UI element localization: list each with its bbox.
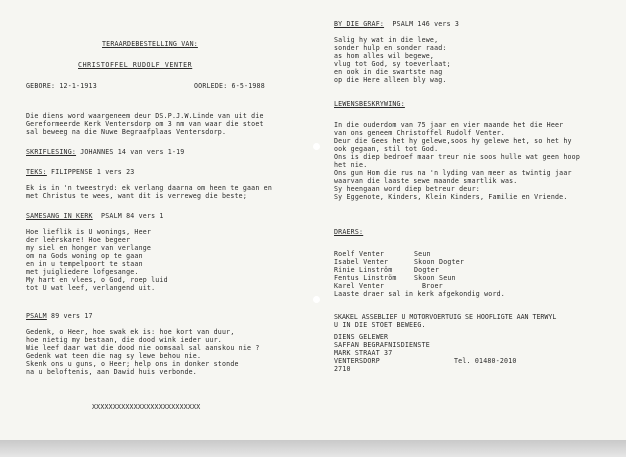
- biography-line: Deur die Gees het hy gelewe,soos hy gelewe het, so het hy: [334, 137, 572, 145]
- verse-line: Skenk ons u guns, o Heer; help ons in donker stonde: [26, 360, 239, 368]
- biography-line: van ons geneem Christoffel Rudolf Venter.: [334, 129, 505, 137]
- grave-heading: [334, 20, 459, 28]
- song-ref: 89 vers 17: [46, 312, 93, 320]
- verse-line: sonder hulp en sonder raad:: [334, 44, 447, 52]
- grave-ref: PSALM 146 vers 3: [384, 20, 460, 28]
- deceased-name: CHRISTOFFEL RUDOLF VENTER: [78, 61, 193, 69]
- birth-date: GEBORE: 12-1-1913: [26, 82, 97, 90]
- verse-line: as hom alles wil begewe,: [334, 52, 435, 60]
- bearer-relation: Skoon Dogter: [414, 258, 465, 266]
- service-line: sal beweeg na die Nuwe Begraafplaas Ventersdorp.: [26, 128, 227, 136]
- sermon-text: [26, 168, 134, 176]
- biography-line: In die ouderdom van 75 jaar en vier maande het die Heer: [334, 121, 564, 129]
- verse-line: der leërskare! Hoe begeer: [26, 236, 131, 244]
- bearer-name: Roelf Venter: [334, 250, 385, 258]
- verse-line: hoe nietig my bestaan, die dood wink ieder uur.: [26, 336, 222, 344]
- text-line: Ek is in 'n tweestryd: ek verlang daarna om heen te gaan en: [26, 184, 273, 192]
- service-line: Die diens word waargeneem deur DS.P.J.W.Linde van uit die: [26, 112, 264, 120]
- bearers-heading: DRAERS:: [334, 228, 364, 236]
- grave-label: BY DIE GRAF:: [334, 20, 385, 28]
- right-page: [318, 0, 624, 440]
- verse-line: met juigliedere lofgesange.: [26, 268, 139, 276]
- headlights-notice: U IN DIE STOET BEWEEG.: [334, 321, 426, 329]
- verse-line: Salig hy wat in die lewe,: [334, 36, 439, 44]
- bearer-name: Karel Venter: [334, 282, 385, 290]
- last-bearer-note: Laaste draer sal in kerk afgekondig word.: [334, 290, 505, 298]
- undertaker-line: VENTERSDORP: [334, 357, 380, 365]
- undertaker-line: MARK STRAAT 37: [334, 349, 393, 357]
- scripture-reading: [26, 148, 184, 156]
- biography-line: ook gegaan, stil tot God.: [334, 145, 439, 153]
- text-line: met Christus te wees, want dit is verreweg die beste;: [26, 192, 247, 200]
- biography-line: het nie.: [334, 161, 368, 169]
- text-ref: FILIPPENSE 1 vers 23: [46, 168, 135, 176]
- death-date: OORLEDE: 6-5-1988: [194, 82, 265, 90]
- bearer-name: Rinie Linström: [334, 266, 393, 274]
- verse-line: tot U wat leef, verlangend uit.: [26, 284, 156, 292]
- undertaker-line: DIENS GELEWER: [334, 333, 389, 341]
- bearer-relation: Seun: [414, 250, 431, 258]
- undertaker-postcode: 2710: [334, 365, 351, 373]
- verse-line: Hoe lieflik is U wonings, Heer: [26, 228, 152, 236]
- undertaker-line: SAFFAN BEGRAFNISDIENSTE: [334, 341, 430, 349]
- verse-line: Gedenk, o Heer, hoe swak ek is: hoe kort van duur,: [26, 328, 235, 336]
- biography-line: Ons gun Hom die rus na 'n lyding van meer as twintig jaar: [334, 169, 572, 177]
- verse-line: en ook in die swartste nag: [334, 68, 443, 76]
- bearer-name: Isabel Venter: [334, 258, 389, 266]
- bearer-relation: Broer: [422, 282, 443, 290]
- verse-line: my siel en honger van verlange: [26, 244, 152, 252]
- song-heading: [26, 312, 93, 320]
- headlights-notice: SKAKEL ASSEBLIEF U MOTORVOERTUIG SE HOOFLIGTE AAN TERWYL: [334, 313, 557, 321]
- left-page: [0, 0, 312, 440]
- song-label: PSALM: [26, 312, 47, 320]
- footer-divider: XXXXXXXXXXXXXXXXXXXXXXXXXX: [92, 403, 201, 411]
- biography-heading: LEWENSBESKRYWING:: [334, 100, 405, 108]
- song-label: SAMESANG IN KERK: [26, 212, 93, 220]
- verse-line: om na Gods woning op te gaan: [26, 252, 143, 260]
- undertaker-phone: Tel. 01480-2010: [454, 357, 517, 365]
- scripture-ref: JOHANNES 14 van vers 1-19: [76, 148, 185, 156]
- biography-line: Ons is diep bedroef maar treur nie soos hulle wat geen hoop: [334, 153, 581, 161]
- verse-line: Gedenk wat teen die nag sy lewe behou nie.: [26, 352, 202, 360]
- service-line: Gereformeerde Kerk Ventersdorp om 3 nm van waar die stoet: [26, 120, 264, 128]
- verse-line: My hart en vlees, o God, roep luid: [26, 276, 168, 284]
- bearer-relation: Dogter: [414, 266, 440, 274]
- song-ref: PSALM 84 vers 1: [92, 212, 164, 220]
- biography-line: Sy heengaan word diep betreur deur:: [334, 185, 480, 193]
- biography-line: waarvan die laaste sewe maande smartlik was.: [334, 177, 518, 185]
- text-label: TEKS:: [26, 168, 47, 176]
- verse-line: Wie leef daar wat die dood nie oomsaal sal aanskou nie ?: [26, 344, 260, 352]
- verse-line: en in u tempelpoort te staan: [26, 260, 143, 268]
- verse-line: na u beloftenis, aan Dawid huis verbonde.: [26, 368, 197, 376]
- bearer-name: Fentus Linström: [334, 274, 397, 282]
- bearer-relation: Skoon Seun: [414, 274, 456, 282]
- desk-shadow: [0, 440, 626, 457]
- page-title: TERAARDEBESTELLING VAN:: [102, 40, 198, 48]
- verse-line: op die Here alleen bly wag.: [334, 76, 447, 84]
- scripture-label: SKRIFLESING:: [26, 148, 77, 156]
- verse-line: vlug tot God, sy toeverlaat;: [334, 60, 451, 68]
- song-heading: [26, 212, 164, 220]
- biography-line: Sy Eggenote, Kinders, Klein Kinders, Familie en Vriende.: [334, 193, 568, 201]
